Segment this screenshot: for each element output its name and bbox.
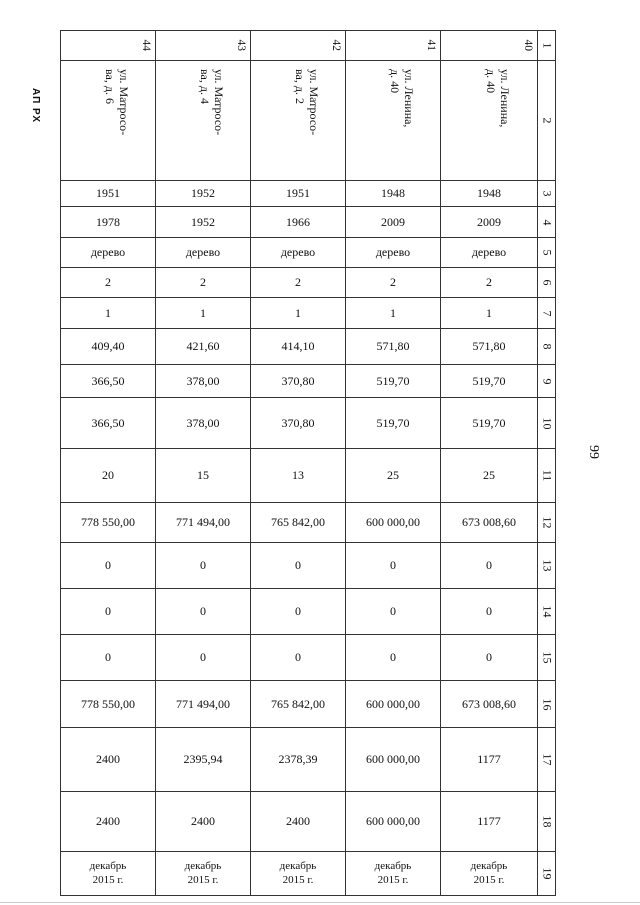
column-index: 14 (538, 589, 556, 635)
cell-c17: 1177 (441, 728, 538, 792)
cell-c16: 600 000,00 (346, 681, 441, 728)
address-text: ул. Матросо- ва, д. 2 (293, 69, 321, 136)
cell-c16: 771 494,00 (156, 681, 251, 728)
data-table (60, 30, 556, 896)
cell-c11: 20 (61, 449, 156, 503)
cell-c4: 1952 (156, 207, 251, 238)
cell-c18: 600 000,00 (346, 792, 441, 852)
cell-addr (346, 61, 441, 181)
column-index: 13 (538, 543, 556, 589)
cell-c4: 2009 (346, 207, 441, 238)
address-text: ул. Матросо- ва, д. 6 (103, 69, 131, 136)
cell-c10: 519,70 (441, 398, 538, 449)
cell-c18: 2400 (156, 792, 251, 852)
table-row (61, 61, 556, 181)
cell-c15: 0 (156, 635, 251, 681)
cell-c14: 0 (346, 589, 441, 635)
cell-n (251, 31, 346, 61)
archive-stamp-label: АП РХ (30, 87, 42, 124)
column-index: 1 (538, 31, 556, 61)
cell-c10: 366,50 (61, 398, 156, 449)
cell-c14: 0 (156, 589, 251, 635)
cell-c14: 0 (441, 589, 538, 635)
column-index: 19 (538, 852, 556, 896)
cell-c11: 25 (346, 449, 441, 503)
cell-c9: 370,80 (251, 365, 346, 398)
cell-c3: 1948 (346, 181, 441, 207)
table-row (61, 238, 556, 268)
cell-c18: 2400 (61, 792, 156, 852)
cell-c9: 519,70 (346, 365, 441, 398)
cell-n (441, 31, 538, 61)
cell-c13: 0 (61, 543, 156, 589)
cell-c19: декабрь 2015 г. (61, 852, 156, 896)
cell-c5: дерево (251, 238, 346, 268)
cell-c13: 0 (156, 543, 251, 589)
cell-n (346, 31, 441, 61)
cell-c9: 378,00 (156, 365, 251, 398)
cell-c17: 2378,39 (251, 728, 346, 792)
cell-c18: 2400 (251, 792, 346, 852)
table-row (61, 207, 556, 238)
cell-c16: 765 842,00 (251, 681, 346, 728)
column-index: 16 (538, 681, 556, 728)
row-number: 41 (424, 39, 437, 52)
cell-c3: 1951 (251, 181, 346, 207)
column-index: 4 (538, 207, 556, 238)
cell-addr (61, 61, 156, 181)
table-row (61, 298, 556, 329)
cell-c5: дерево (61, 238, 156, 268)
cell-c19: декабрь 2015 г. (251, 852, 346, 896)
cell-c3: 1952 (156, 181, 251, 207)
cell-c17: 2395,94 (156, 728, 251, 792)
row-number: 43 (234, 39, 247, 52)
column-index: 11 (538, 449, 556, 503)
table-row (61, 589, 556, 635)
row-number: 44 (139, 39, 152, 52)
cell-c10: 370,80 (251, 398, 346, 449)
table-row (61, 365, 556, 398)
cell-c19: декабрь 2015 г. (441, 852, 538, 896)
cell-c6: 2 (251, 268, 346, 298)
table-row (61, 728, 556, 792)
table-row (61, 852, 556, 896)
cell-c10: 519,70 (346, 398, 441, 449)
cell-c7: 1 (61, 298, 156, 329)
cell-c15: 0 (346, 635, 441, 681)
cell-c9: 366,50 (61, 365, 156, 398)
cell-c15: 0 (441, 635, 538, 681)
table-row (61, 31, 556, 61)
cell-addr (251, 61, 346, 181)
cell-c16: 673 008,60 (441, 681, 538, 728)
table-row (61, 503, 556, 543)
cell-addr (156, 61, 251, 181)
column-index: 8 (538, 329, 556, 365)
table-row (61, 329, 556, 365)
cell-c13: 0 (441, 543, 538, 589)
page-number: 99 (586, 445, 601, 459)
cell-c11: 15 (156, 449, 251, 503)
column-index: 12 (538, 503, 556, 543)
cell-c14: 0 (251, 589, 346, 635)
cell-addr (441, 61, 538, 181)
cell-c3: 1948 (441, 181, 538, 207)
cell-c4: 1978 (61, 207, 156, 238)
column-index: 3 (538, 181, 556, 207)
cell-c5: дерево (441, 238, 538, 268)
column-index: 6 (538, 268, 556, 298)
cell-n (156, 31, 251, 61)
table-row (61, 449, 556, 503)
table-row (61, 268, 556, 298)
table-row (61, 543, 556, 589)
cell-c7: 1 (156, 298, 251, 329)
cell-c16: 778 550,00 (61, 681, 156, 728)
cell-c14: 0 (61, 589, 156, 635)
cell-c6: 2 (441, 268, 538, 298)
cell-n (61, 31, 156, 61)
cell-c12: 778 550,00 (61, 503, 156, 543)
table-row (61, 398, 556, 449)
cell-c13: 0 (251, 543, 346, 589)
cell-c12: 673 008,60 (441, 503, 538, 543)
cell-c8: 409,40 (61, 329, 156, 365)
cell-c5: дерево (156, 238, 251, 268)
cell-c10: 378,00 (156, 398, 251, 449)
cell-c18: 1177 (441, 792, 538, 852)
table-row (61, 635, 556, 681)
address-text: ул. Ленина, д. 40 (484, 69, 512, 128)
column-index: 9 (538, 365, 556, 398)
address-text: ул. Ленина, д. 40 (388, 69, 416, 128)
table-row (61, 181, 556, 207)
cell-c8: 414,10 (251, 329, 346, 365)
row-number: 42 (329, 39, 342, 52)
cell-c15: 0 (61, 635, 156, 681)
table-row (61, 681, 556, 728)
cell-c3: 1951 (61, 181, 156, 207)
column-index: 2 (538, 61, 556, 181)
cell-c19: декабрь 2015 г. (346, 852, 441, 896)
cell-c8: 571,80 (441, 329, 538, 365)
column-index: 5 (538, 238, 556, 268)
cell-c17: 2400 (61, 728, 156, 792)
row-number: 40 (521, 39, 534, 52)
column-index: 10 (538, 398, 556, 449)
column-index: 18 (538, 792, 556, 852)
cell-c6: 2 (346, 268, 441, 298)
table-row (61, 792, 556, 852)
page-bottom-border (0, 902, 640, 903)
column-index: 17 (538, 728, 556, 792)
cell-c7: 1 (251, 298, 346, 329)
column-index: 7 (538, 298, 556, 329)
cell-c12: 771 494,00 (156, 503, 251, 543)
cell-c15: 0 (251, 635, 346, 681)
cell-c12: 600 000,00 (346, 503, 441, 543)
cell-c7: 1 (441, 298, 538, 329)
cell-c4: 2009 (441, 207, 538, 238)
cell-c19: декабрь 2015 г. (156, 852, 251, 896)
cell-c6: 2 (61, 268, 156, 298)
cell-c8: 571,80 (346, 329, 441, 365)
column-index: 15 (538, 635, 556, 681)
cell-c11: 25 (441, 449, 538, 503)
cell-c6: 2 (156, 268, 251, 298)
cell-c13: 0 (346, 543, 441, 589)
cell-c11: 13 (251, 449, 346, 503)
cell-c4: 1966 (251, 207, 346, 238)
cell-c7: 1 (346, 298, 441, 329)
cell-c8: 421,60 (156, 329, 251, 365)
cell-c12: 765 842,00 (251, 503, 346, 543)
cell-c17: 600 000,00 (346, 728, 441, 792)
address-text: ул. Матросо- ва, д. 4 (198, 69, 226, 136)
cell-c5: дерево (346, 238, 441, 268)
cell-c9: 519,70 (441, 365, 538, 398)
